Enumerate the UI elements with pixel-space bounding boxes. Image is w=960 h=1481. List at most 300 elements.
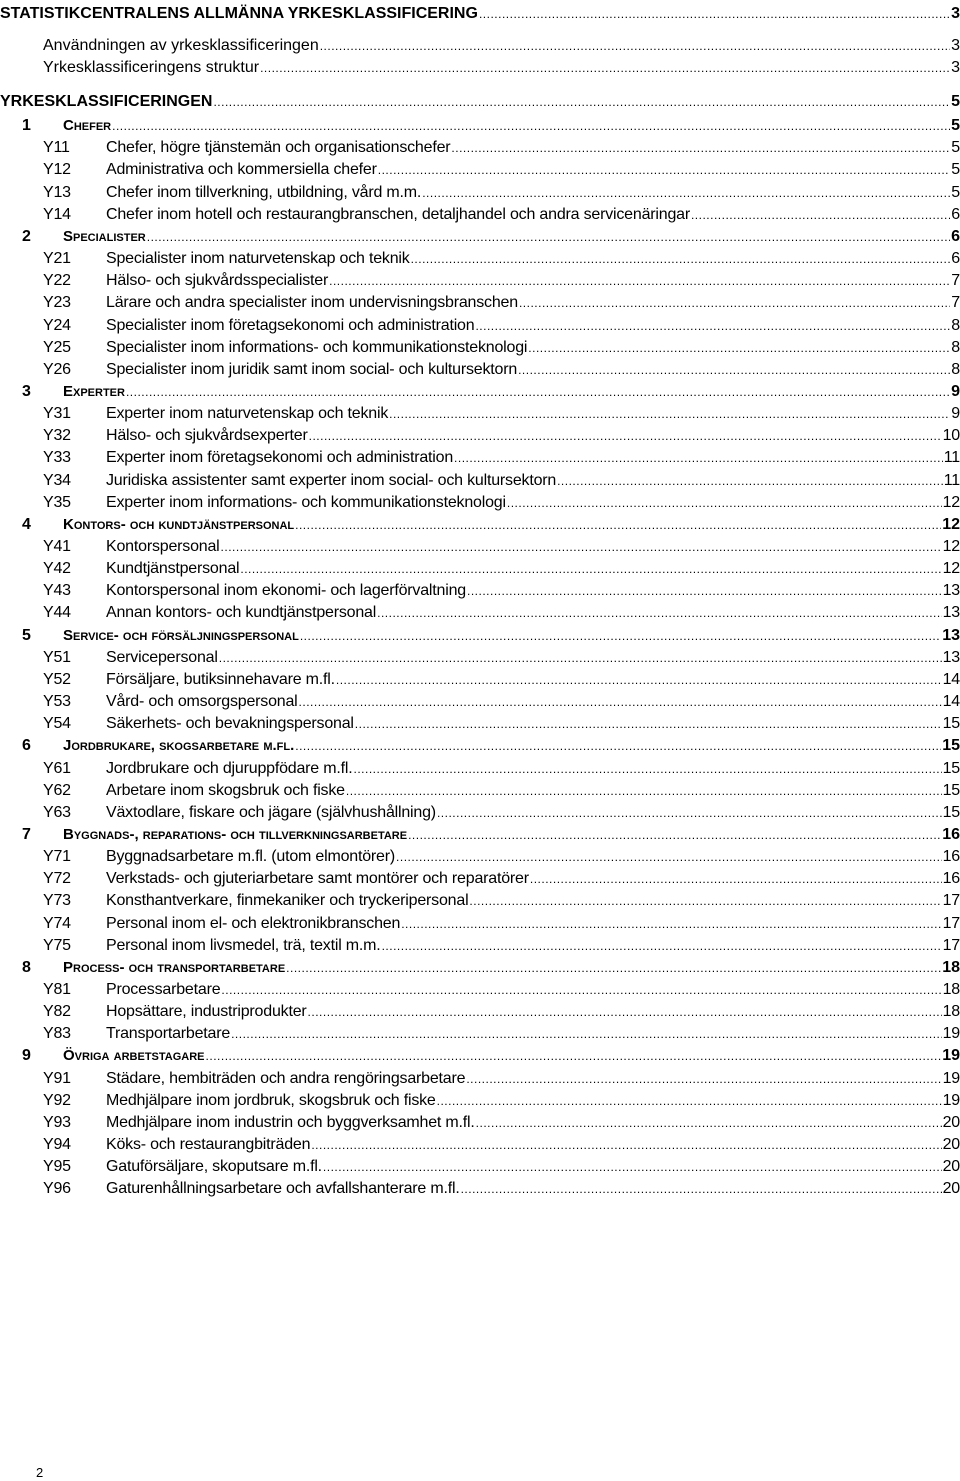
toc-page-number: 14: [942, 670, 960, 688]
toc-label: Hopsättare, industriprodukter: [106, 1003, 307, 1021]
toc-code: Y12: [43, 161, 71, 179]
toc-entry: [106, 870, 960, 888]
toc-label: Lärare och andra specialister inom undervisningsbranschen: [106, 294, 518, 312]
dot-leader: [260, 59, 950, 77]
dot-leader: [466, 1070, 941, 1088]
toc-entry: [106, 538, 960, 556]
toc-entry: [106, 804, 960, 822]
toc-page-number: 8: [951, 316, 960, 334]
dot-leader: [475, 317, 950, 335]
toc-page-number: 13: [942, 648, 960, 666]
toc-page-number: 5: [951, 139, 960, 157]
dot-leader: [295, 516, 941, 534]
toc-subgroup[interactable]: [0, 691, 960, 713]
dot-leader: [382, 937, 942, 955]
toc-page-number: 20: [942, 1180, 960, 1198]
toc-label: Process- och transportarbetare: [63, 958, 286, 976]
toc-code: Y74: [43, 914, 71, 932]
toc-entry: [106, 1114, 960, 1132]
toc-subgroup[interactable]: [0, 1178, 960, 1200]
toc-entry: [106, 1158, 960, 1176]
toc-label: Köks- och restaurangbiträden: [106, 1136, 311, 1154]
dot-leader: [219, 649, 942, 667]
toc-subgroup[interactable]: [0, 713, 960, 735]
toc-page-number: 5: [951, 117, 960, 135]
dot-leader: [346, 782, 942, 800]
toc-label: Arbetare inom skogsbruk och fiske: [106, 781, 345, 799]
dot-leader: [530, 870, 942, 888]
toc-page-number: 17: [942, 892, 960, 910]
toc-page-number: 11: [943, 471, 960, 489]
toc-subgroup[interactable]: [0, 1156, 960, 1178]
dot-leader: [479, 5, 950, 23]
toc-entry: [106, 494, 960, 512]
toc-code: Y32: [43, 427, 71, 445]
toc-subgroup[interactable]: [0, 182, 960, 204]
toc-subgroup[interactable]: [0, 1023, 960, 1045]
toc-page-number: 7: [951, 294, 960, 312]
toc-code: Y61: [43, 759, 71, 777]
dot-leader: [389, 405, 950, 423]
dot-leader: [213, 93, 950, 111]
toc-entry: [106, 472, 960, 490]
toc-label: Experter: [63, 382, 125, 400]
toc-subgroup[interactable]: [0, 1068, 960, 1090]
toc-code: Y31: [43, 405, 71, 423]
toc-label: Gaturenhållningsarbetare och avfallshanterare m.fl.: [106, 1180, 460, 1198]
dot-leader: [451, 139, 950, 157]
toc-page-number: 8: [951, 338, 960, 356]
toc-label: Användningen av yrkesklassificeringen: [43, 37, 319, 54]
toc-label: Jordbrukare och djuruppfödare m.fl.: [106, 759, 353, 777]
toc-page-number: 17: [942, 936, 960, 954]
toc-subgroup[interactable]: [0, 292, 960, 314]
toc-label: Servicepersonal: [106, 648, 218, 666]
toc-entry: [106, 649, 960, 667]
toc-label: Medhjälpare inom jordbruk, skogsbruk och fiske: [106, 1091, 436, 1109]
toc-page-number: 14: [942, 693, 960, 711]
toc-label: Övriga arbetstagare: [63, 1047, 205, 1065]
toc-subgroup[interactable]: [0, 580, 960, 602]
toc-label: Konsthantverkare, finmekaniker och tryckeripersonal: [106, 892, 469, 910]
toc-label: Vård- och omsorgspersonal: [106, 693, 298, 711]
toc-page-number: 18: [942, 958, 960, 976]
toc-label: Jordbrukare, skogsarbetare m.fl.: [63, 737, 295, 755]
page-number: 2: [36, 1465, 44, 1480]
toc-entry: [106, 937, 960, 955]
toc-page-number: 17: [942, 914, 960, 932]
toc-entry: [106, 449, 960, 467]
toc-label: Kundtjänstpersonal: [106, 560, 240, 578]
toc-label: Chefer inom hotell och restaurangbranschen, detaljhandel och andra servicenäringar: [106, 205, 690, 223]
toc-subgroup[interactable]: [0, 913, 960, 935]
toc-code: Y72: [43, 870, 71, 888]
toc-code: Y26: [43, 360, 71, 378]
dot-leader: [240, 560, 941, 578]
toc-code: Y54: [43, 715, 71, 733]
toc-page-number: 8: [951, 360, 960, 378]
toc-entry: [106, 981, 960, 999]
toc-label: Verkstads- och gjuteriarbetare samt montörer och reparatörer: [106, 870, 529, 888]
toc-label: Specialister inom juridik samt inom social- och kultursektorn: [106, 360, 518, 378]
toc-entry: [106, 184, 960, 202]
toc-subgroup[interactable]: [0, 558, 960, 580]
toc-entry: [106, 1003, 960, 1021]
toc-label: Specialister inom informations- och kommunikationsteknologi: [106, 338, 528, 356]
toc-page-number: 19: [942, 1091, 960, 1109]
toc-subgroup[interactable]: [0, 270, 960, 292]
toc-entry: [106, 294, 960, 312]
toc-subgroup[interactable]: [0, 979, 960, 1001]
toc-label: Personal inom livsmedel, trä, textil m.m.: [106, 936, 381, 954]
toc-entry: [63, 627, 960, 645]
toc-subgroup[interactable]: [0, 315, 960, 337]
toc-entry: [63, 383, 960, 401]
dot-leader: [467, 582, 942, 600]
toc-code: Y75: [43, 936, 71, 954]
dot-leader: [309, 427, 942, 445]
dot-leader: [437, 804, 942, 822]
toc-entry: [106, 139, 960, 157]
toc-code: Y13: [43, 183, 71, 201]
toc-subgroup[interactable]: [0, 248, 960, 270]
dot-leader: [300, 627, 941, 645]
toc-entry: [106, 671, 960, 689]
dot-leader: [221, 538, 942, 556]
toc-code: Y91: [43, 1069, 71, 1087]
toc-label: Kontorspersonal inom ekonomi- och lagerförvaltning: [106, 582, 466, 600]
toc-subgroup[interactable]: [0, 602, 960, 624]
toc-subgroup[interactable]: [0, 447, 960, 469]
toc-page-number: 13: [942, 626, 960, 644]
toc-subgroup[interactable]: [0, 425, 960, 447]
toc-code: 5: [22, 626, 31, 644]
toc-entry: [63, 1047, 960, 1065]
dot-leader: [469, 892, 941, 910]
toc-entry: [106, 161, 960, 179]
toc-label: Chefer, högre tjänstemän och organisationschefer: [106, 139, 451, 157]
toc-code: 2: [22, 227, 31, 245]
toc-code: Y24: [43, 316, 71, 334]
toc-subgroup[interactable]: [0, 935, 960, 957]
dot-leader: [507, 494, 942, 512]
toc-code: 1: [22, 117, 31, 135]
toc-page-number: 18: [942, 1003, 960, 1021]
dot-leader: [411, 250, 951, 268]
toc-entry: [43, 37, 960, 55]
dot-leader: [336, 671, 942, 689]
toc-code: 3: [22, 382, 31, 400]
toc-page-number: 11: [943, 449, 960, 467]
toc-entry: [106, 760, 960, 778]
toc-code: Y81: [43, 981, 71, 998]
toc-code: 8: [22, 958, 31, 976]
toc-code: Y62: [43, 781, 71, 799]
toc-entry: [106, 1025, 960, 1043]
toc-entry: [63, 737, 960, 755]
toc-subgroup[interactable]: [0, 802, 960, 824]
toc-page-number: 19: [942, 1025, 960, 1043]
toc-code: Y25: [43, 338, 71, 356]
toc-page-number: 9: [951, 382, 960, 400]
toc-entry: [106, 782, 960, 800]
toc-subgroup[interactable]: [0, 137, 960, 159]
toc-main-group[interactable]: [0, 514, 960, 536]
toc-main-group[interactable]: [0, 115, 960, 137]
toc-subgroup[interactable]: [0, 890, 960, 912]
toc-page-number: 6: [951, 250, 960, 268]
toc-subgroup[interactable]: [0, 359, 960, 381]
toc-code: Y35: [43, 493, 71, 511]
toc-entry: [106, 560, 960, 578]
toc-label: Juridiska assistenter samt experter inom social- och kultursektorn: [106, 471, 557, 489]
toc-page-number: 13: [942, 604, 960, 622]
toc-label: Städare, hembiträden och andra rengöringsarbetare: [106, 1069, 466, 1087]
toc-code: Y94: [43, 1136, 71, 1154]
toc-page-number: 3: [951, 37, 960, 54]
toc-label: Experter inom informations- och kommunikationsteknologi: [106, 493, 506, 511]
dot-leader: [329, 272, 950, 290]
toc-page-number: 15: [942, 737, 960, 755]
toc-subgroup[interactable]: [0, 647, 960, 669]
toc-page-number: 12: [942, 515, 960, 533]
toc-label: Specialister inom företagsekonomi och administration: [106, 316, 475, 334]
toc-code: Y63: [43, 803, 71, 821]
toc-main-group[interactable]: [0, 735, 960, 757]
toc-page-number: 15: [942, 715, 960, 733]
toc-page-number: 20: [942, 1158, 960, 1176]
toc-page-number: 13: [942, 582, 960, 600]
toc-subgroup[interactable]: [0, 758, 960, 780]
toc-code: Y41: [43, 538, 71, 555]
toc-label: Specialister inom naturvetenskap och teknik: [106, 250, 410, 268]
toc-label: Service- och försäljningspersonal: [63, 626, 299, 644]
dot-leader: [377, 604, 941, 622]
dot-leader: [691, 206, 950, 224]
dot-leader: [299, 693, 942, 711]
toc-page-number: 15: [942, 803, 960, 821]
toc-heading[interactable]: [0, 3, 960, 25]
toc-page-number: 3: [951, 59, 960, 76]
toc-code: 4: [22, 515, 31, 533]
toc-subgroup[interactable]: [0, 1090, 960, 1112]
toc-page-number: 10: [942, 427, 960, 445]
toc-page-number: 20: [942, 1136, 960, 1154]
toc-entry: [63, 117, 960, 135]
toc-label: Försäljare, butiksinnehavare m.fl.: [106, 670, 335, 688]
toc-label: Administrativa och kommersiella chefer: [106, 161, 377, 179]
toc-code: Y34: [43, 471, 71, 489]
dot-leader: [519, 294, 950, 312]
toc-code: Y93: [43, 1113, 71, 1131]
toc-page-number: 16: [942, 825, 960, 843]
toc-page-number: 12: [942, 538, 960, 555]
toc-subgroup[interactable]: [0, 1134, 960, 1156]
toc-subgroup[interactable]: [0, 846, 960, 868]
dot-leader: [396, 848, 942, 866]
toc-code: Y51: [43, 648, 71, 666]
toc-label: Transportarbetare: [106, 1025, 231, 1043]
toc-label: Växtodlare, fiskare och jägare (självhushållning): [106, 803, 436, 821]
toc-code: Y33: [43, 449, 71, 467]
toc-entry: [106, 317, 960, 335]
toc-code: Y14: [43, 205, 71, 223]
toc-label: Yrkesklassificeringens struktur: [43, 59, 260, 76]
toc-label: Byggnads-, reparations- och tillverkningsarbetare: [63, 825, 408, 843]
toc-subgroup[interactable]: [0, 669, 960, 691]
toc-page-number: 3: [951, 5, 960, 22]
toc-main-group[interactable]: [0, 1045, 960, 1067]
toc-main-group[interactable]: [0, 957, 960, 979]
toc-code: Y21: [43, 250, 71, 268]
toc-entry: [106, 206, 960, 224]
toc-page-number: 5: [951, 93, 960, 110]
dot-leader: [231, 1025, 942, 1043]
toc-label: Hälso- och sjukvårdsspecialister: [106, 272, 329, 290]
toc-subgroup[interactable]: [0, 204, 960, 226]
toc-code: Y92: [43, 1091, 71, 1109]
toc-intro-item[interactable]: [0, 35, 960, 57]
toc-entry: [106, 848, 960, 866]
dot-leader: [378, 161, 951, 179]
dot-leader: [323, 1158, 942, 1176]
toc-entry: [106, 892, 960, 910]
toc-code: Y73: [43, 892, 71, 910]
toc-subgroup[interactable]: [0, 1001, 960, 1023]
toc-label: Annan kontors- och kundtjänstpersonal: [106, 604, 377, 622]
toc-code: Y11: [43, 139, 70, 157]
toc-entry: [106, 1070, 960, 1088]
toc-code: Y82: [43, 1003, 71, 1021]
toc-label: Specialister: [63, 227, 146, 245]
toc-entry: [63, 826, 960, 844]
toc-page-number: 9: [951, 405, 960, 423]
toc-code: Y71: [43, 848, 71, 866]
toc-code: Y44: [43, 604, 71, 622]
toc-entry: [106, 604, 960, 622]
toc-entry: [106, 361, 960, 379]
dot-leader: [528, 339, 950, 357]
toc-entry: [106, 272, 960, 290]
toc-entry: [106, 693, 960, 711]
toc-code: Y52: [43, 670, 71, 688]
dot-leader: [355, 715, 942, 733]
dot-leader: [311, 1136, 941, 1154]
dot-leader: [320, 37, 950, 55]
toc-page-number: 18: [942, 981, 960, 998]
toc-code: Y95: [43, 1158, 71, 1176]
toc-code: Y96: [43, 1180, 71, 1198]
toc-subgroup[interactable]: [0, 1112, 960, 1134]
dot-leader: [126, 383, 950, 401]
toc-code: Y53: [43, 693, 71, 711]
toc-entry: [106, 339, 960, 357]
toc-subgroup[interactable]: [0, 780, 960, 802]
toc-entry: [106, 1136, 960, 1154]
toc-entry: [106, 915, 960, 933]
toc-heading[interactable]: [0, 91, 960, 113]
toc-intro-item[interactable]: [0, 57, 960, 79]
toc-entry: [106, 582, 960, 600]
dot-leader: [308, 1003, 942, 1021]
toc-page-number: 19: [942, 1069, 960, 1087]
toc-entry: [0, 93, 960, 111]
toc-label: Kontors- och kundtjänstpersonal: [63, 515, 295, 533]
dot-leader: [295, 737, 941, 755]
dot-leader: [147, 228, 950, 246]
toc-label: Chefer: [63, 117, 112, 135]
toc-label: Medhjälpare inom industrin och byggverksamhet m.fl.: [106, 1113, 475, 1131]
toc-page-number: 6: [951, 205, 960, 223]
toc-entry: [0, 5, 960, 23]
toc-label: STATISTIKCENTRALENS ALLMÄNNA YRKESKLASSIFICERING: [0, 5, 478, 22]
toc-page-number: 5: [951, 183, 960, 201]
toc-code: 6: [22, 737, 31, 755]
toc-code: 9: [22, 1047, 31, 1065]
toc-subgroup[interactable]: [0, 492, 960, 514]
dot-leader: [286, 959, 941, 977]
toc-label: Processarbetare: [106, 981, 221, 998]
toc-subgroup[interactable]: [0, 536, 960, 558]
toc-page-number: 6: [951, 227, 960, 245]
toc-entry: [43, 59, 960, 77]
toc-page-number: 15: [942, 781, 960, 799]
dot-leader: [476, 1114, 942, 1132]
toc-code: Y23: [43, 294, 71, 312]
toc-subgroup[interactable]: [0, 868, 960, 890]
toc-label: Experter inom naturvetenskap och teknik: [106, 405, 389, 423]
toc-label: Personal inom el- och elektronikbranschen: [106, 914, 401, 932]
toc-label: Säkerhets- och bevakningspersonal: [106, 715, 354, 733]
toc-page-number: 20: [942, 1113, 960, 1131]
toc-subgroup[interactable]: [0, 159, 960, 181]
toc-code: Y43: [43, 582, 71, 600]
toc-entry: [106, 250, 960, 268]
toc-label: Chefer inom tillverkning, utbildning, vård m.m.: [106, 183, 422, 201]
dot-leader: [408, 826, 941, 844]
toc-label: Gatuförsäljare, skoputsare m.fl.: [106, 1158, 322, 1176]
dot-leader: [557, 472, 943, 490]
toc-label: Hälso- och sjukvårdsexperter: [106, 427, 308, 445]
dot-leader: [454, 449, 943, 467]
toc-page-number: 12: [942, 493, 960, 511]
toc-code: Y83: [43, 1025, 71, 1043]
toc-subgroup[interactable]: [0, 470, 960, 492]
toc-label: Experter inom företagsekonomi och administration: [106, 449, 454, 467]
toc-code: Y42: [43, 560, 71, 578]
toc-subgroup[interactable]: [0, 403, 960, 425]
dot-leader: [518, 361, 950, 379]
toc-page-number: 7: [951, 272, 960, 290]
toc-code: 7: [22, 825, 31, 843]
toc-main-group[interactable]: [0, 226, 960, 248]
toc-main-group[interactable]: [0, 625, 960, 647]
toc-page-number: 15: [942, 759, 960, 777]
toc-label: YRKESKLASSIFICERINGEN: [0, 93, 213, 110]
toc-main-group[interactable]: [0, 381, 960, 403]
dot-leader: [221, 981, 941, 999]
toc-subgroup[interactable]: [0, 337, 960, 359]
toc-entry: [106, 427, 960, 445]
toc-main-group[interactable]: [0, 824, 960, 846]
toc-entry: [63, 516, 960, 534]
dot-leader: [206, 1047, 942, 1065]
toc-page-number: 12: [942, 560, 960, 578]
toc-code: Y22: [43, 272, 71, 290]
toc-label: Byggnadsarbetare m.fl. (utom elmontörer): [106, 848, 396, 866]
dot-leader: [422, 184, 950, 202]
toc-entry: [63, 959, 960, 977]
